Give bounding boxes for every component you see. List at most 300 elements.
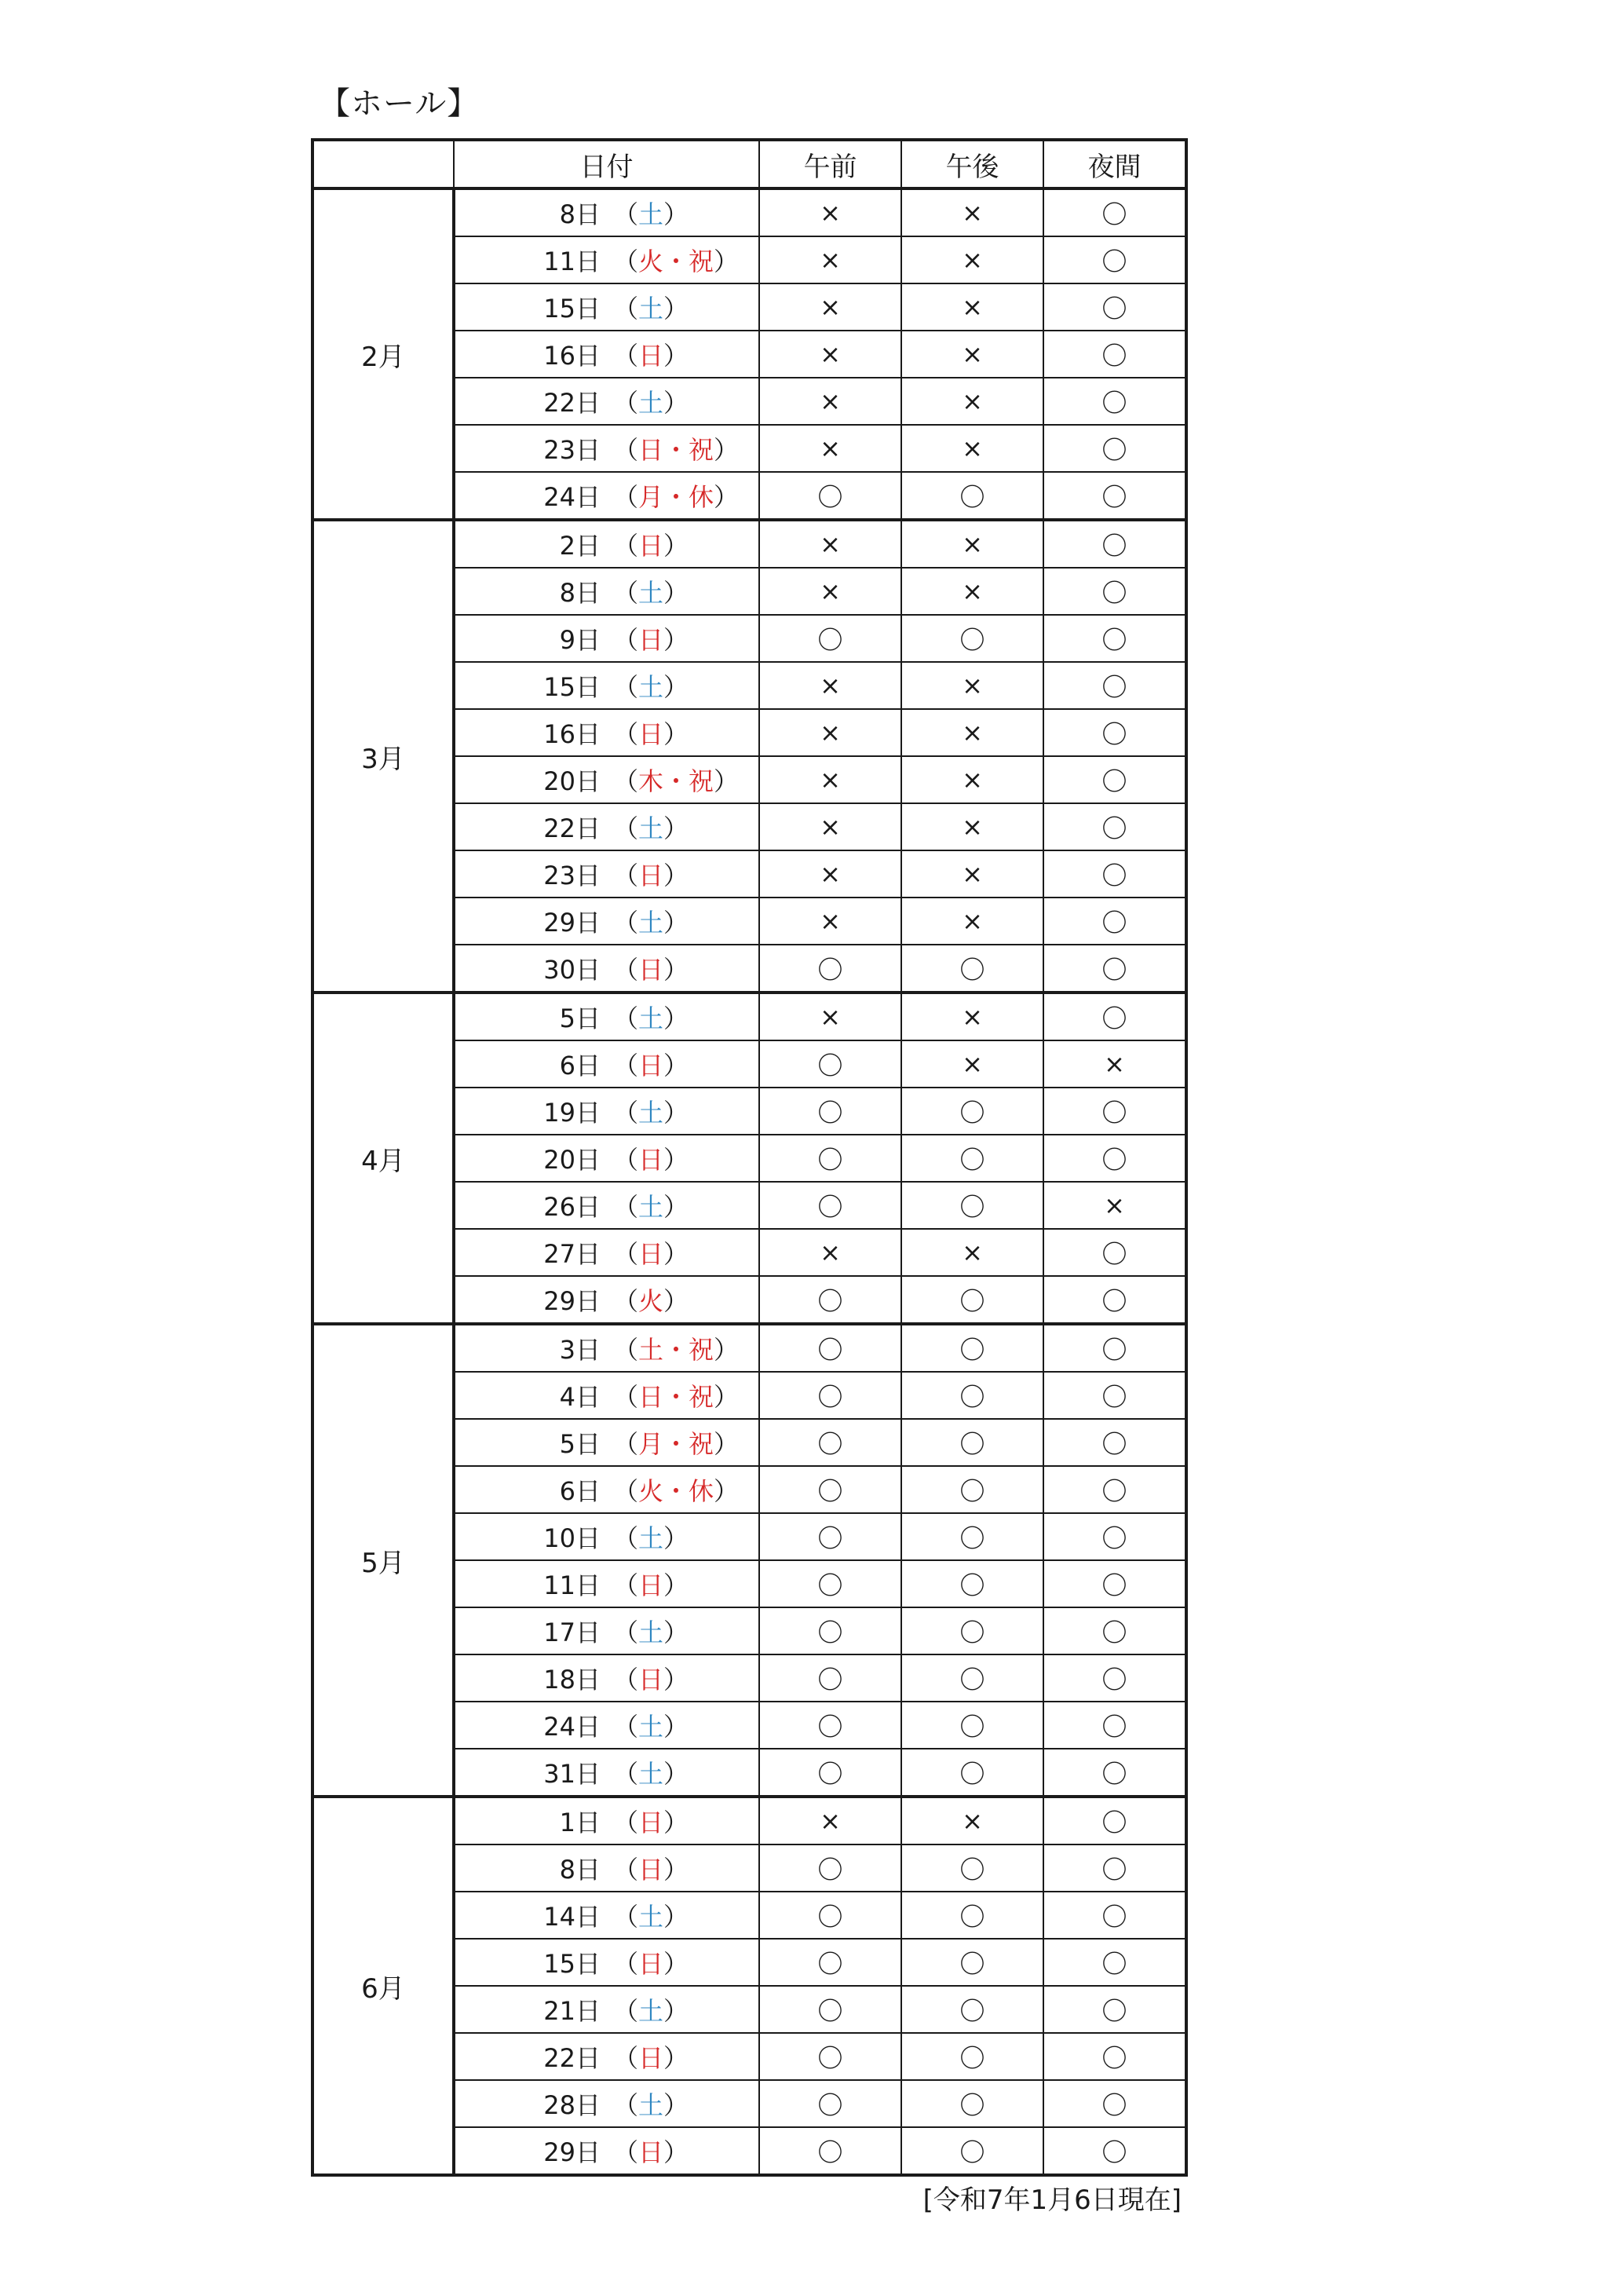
date-wrap — [455, 1749, 758, 1795]
weekday-holiday: 日 — [638, 1949, 664, 1979]
day-of-week — [601, 477, 739, 514]
night-status: 〇 — [1043, 1749, 1186, 1797]
morning-status: 〇 — [759, 1892, 901, 1939]
close-paren: ） — [663, 813, 689, 843]
close-paren: ） — [663, 2137, 689, 2167]
weekday-holiday: 木・祝 — [638, 766, 714, 796]
day-number: 17日 — [543, 1618, 601, 1647]
weekday-holiday: 日 — [638, 2043, 664, 2073]
day-number: 16日 — [543, 341, 601, 371]
weekday-holiday: 日 — [638, 1665, 664, 1695]
header-afternoon: 午後 — [901, 140, 1043, 188]
afternoon-status: × — [901, 1229, 1043, 1276]
table-header-row — [312, 140, 1186, 188]
day-number: 5日 — [559, 1429, 601, 1459]
month-label: 6月 — [312, 1797, 454, 2175]
close-paren: ） — [663, 1618, 689, 1647]
date-wrap — [455, 1798, 758, 1844]
date-wrap — [455, 2034, 758, 2079]
date-cell — [454, 236, 759, 283]
open-paren: （ — [613, 2137, 639, 2167]
open-paren: （ — [613, 1712, 639, 1742]
night-status: 〇 — [1043, 662, 1186, 709]
date-wrap — [455, 284, 758, 330]
header-corner — [312, 140, 454, 188]
morning-status: 〇 — [759, 2080, 901, 2127]
morning-status: × — [759, 709, 901, 756]
morning-status: 〇 — [759, 1560, 901, 1607]
day-number: 28日 — [543, 2090, 601, 2120]
day-of-week — [601, 1944, 689, 1980]
weekday-holiday: 日 — [638, 1570, 664, 1600]
weekday-saturday: 土 — [638, 388, 664, 418]
open-paren: （ — [613, 1429, 639, 1459]
close-paren: ） — [663, 1712, 689, 1742]
close-paren: ） — [663, 719, 689, 749]
day-number: 19日 — [543, 1098, 601, 1128]
weekday-holiday: 火・休 — [638, 1476, 714, 1506]
day-of-week — [601, 1897, 689, 1933]
day-of-week — [601, 1472, 739, 1508]
day-of-week — [601, 856, 689, 892]
open-paren: （ — [613, 531, 639, 561]
day-of-week — [601, 809, 689, 845]
day-of-week — [601, 1187, 689, 1223]
weekday-holiday: 日 — [638, 1051, 664, 1080]
date-cell — [454, 1892, 759, 1939]
night-status: 〇 — [1043, 568, 1186, 615]
date-cell — [454, 1182, 759, 1229]
date-cell — [454, 1654, 759, 1702]
morning-status: × — [759, 993, 901, 1040]
header-date: 日付 — [454, 140, 759, 188]
close-paren: ） — [663, 1192, 689, 1222]
date-cell — [454, 1088, 759, 1135]
close-paren: ） — [663, 2043, 689, 2073]
date-cell — [454, 1419, 759, 1466]
open-paren: （ — [613, 1855, 639, 1885]
weekday-holiday: 日 — [638, 1808, 664, 1837]
month-label: 5月 — [312, 1324, 454, 1797]
afternoon-status: 〇 — [901, 1986, 1043, 2033]
morning-status: 〇 — [759, 1040, 901, 1088]
date-wrap — [455, 1325, 758, 1371]
close-paren: ） — [663, 388, 689, 418]
night-status: 〇 — [1043, 1702, 1186, 1749]
weekday-holiday: 日 — [638, 341, 664, 371]
day-number: 24日 — [543, 482, 601, 512]
close-paren: ） — [663, 861, 689, 890]
afternoon-status: 〇 — [901, 1513, 1043, 1560]
morning-status: × — [759, 236, 901, 283]
afternoon-status: × — [901, 850, 1043, 898]
date-wrap — [455, 1135, 758, 1181]
open-paren: （ — [613, 1665, 639, 1695]
night-status: × — [1043, 1182, 1186, 1229]
close-paren: ） — [663, 1523, 689, 1553]
close-paren: ） — [663, 1996, 689, 2026]
date-cell — [454, 709, 759, 756]
night-status: 〇 — [1043, 331, 1186, 378]
close-paren: ） — [663, 955, 689, 985]
day-number: 5日 — [559, 1004, 601, 1033]
day-of-week — [601, 1234, 689, 1270]
morning-status: 〇 — [759, 1372, 901, 1419]
morning-status: 〇 — [759, 1749, 901, 1797]
date-wrap — [455, 898, 758, 944]
weekday-holiday: 日 — [638, 861, 664, 890]
date-cell — [454, 520, 759, 568]
weekday-saturday: 土 — [638, 1712, 664, 1742]
morning-status: × — [759, 331, 901, 378]
weekday-saturday: 土 — [638, 294, 664, 324]
date-cell — [454, 945, 759, 993]
close-paren: ） — [663, 1051, 689, 1080]
weekday-holiday: 日 — [638, 1239, 664, 1269]
header-morning: 午前 — [759, 140, 901, 188]
afternoon-status: 〇 — [901, 1419, 1043, 1466]
date-wrap — [455, 2128, 758, 2174]
date-cell — [454, 1229, 759, 1276]
table-body — [312, 188, 1186, 2175]
day-number: 24日 — [543, 1712, 601, 1742]
weekday-saturday: 土 — [638, 1902, 664, 1932]
afternoon-status: 〇 — [901, 1560, 1043, 1607]
close-paren: ） — [663, 625, 689, 655]
night-status: 〇 — [1043, 1466, 1186, 1513]
date-cell — [454, 283, 759, 331]
afternoon-status: 〇 — [901, 615, 1043, 662]
close-paren: ） — [663, 294, 689, 324]
close-paren: ） — [663, 908, 689, 938]
afternoon-status: 〇 — [901, 1844, 1043, 1892]
close-paren: ） — [714, 1429, 740, 1459]
night-status: 〇 — [1043, 1797, 1186, 1844]
open-paren: （ — [613, 625, 639, 655]
day-number: 29日 — [543, 2137, 601, 2167]
morning-status: 〇 — [759, 1844, 901, 1892]
day-of-week — [601, 999, 689, 1035]
day-number: 14日 — [543, 1902, 601, 1932]
day-number: 20日 — [543, 1145, 601, 1175]
date-wrap — [455, 757, 758, 803]
night-status: 〇 — [1043, 1229, 1186, 1276]
date-wrap — [455, 1230, 758, 1275]
weekday-saturday: 土 — [638, 1004, 664, 1033]
afternoon-status: × — [901, 520, 1043, 568]
day-of-week — [601, 762, 739, 798]
close-paren: ） — [663, 1098, 689, 1128]
night-status: 〇 — [1043, 850, 1186, 898]
night-status: 〇 — [1043, 1560, 1186, 1607]
close-paren: ） — [663, 1570, 689, 1600]
day-number: 22日 — [543, 2043, 601, 2073]
open-paren: （ — [613, 2043, 639, 2073]
afternoon-status: 〇 — [901, 2080, 1043, 2127]
date-cell — [454, 1466, 759, 1513]
weekday-saturday: 土 — [638, 199, 664, 229]
weekday-holiday: 日・祝 — [638, 435, 714, 465]
afternoon-status: 〇 — [901, 1135, 1043, 1182]
weekday-saturday: 土 — [638, 1098, 664, 1128]
day-number: 15日 — [543, 1949, 601, 1979]
close-paren: ） — [714, 1335, 740, 1365]
afternoon-status: 〇 — [901, 1607, 1043, 1654]
date-cell — [454, 756, 759, 803]
month-label: 3月 — [312, 520, 454, 993]
day-number: 8日 — [559, 1855, 601, 1885]
date-wrap — [455, 1561, 758, 1607]
availability-table — [311, 138, 1188, 2177]
day-of-week — [601, 1566, 689, 1602]
open-paren: （ — [613, 1239, 639, 1269]
day-of-week — [601, 430, 739, 466]
date-cell — [454, 2033, 759, 2080]
close-paren: ） — [663, 341, 689, 371]
afternoon-status: 〇 — [901, 1749, 1043, 1797]
afternoon-status: × — [901, 1797, 1043, 1844]
night-status: 〇 — [1043, 1513, 1186, 1560]
date-wrap — [455, 473, 758, 518]
day-of-week — [601, 1330, 739, 1366]
date-wrap — [455, 237, 758, 283]
open-paren: （ — [613, 908, 639, 938]
night-status: 〇 — [1043, 709, 1186, 756]
as-of-date: [令和7年1月6日現在] — [922, 2184, 1182, 2216]
day-of-week — [601, 1660, 689, 1696]
weekday-saturday: 土 — [638, 672, 664, 702]
day-of-week — [601, 903, 689, 939]
night-status: 〇 — [1043, 2127, 1186, 2175]
day-of-week — [601, 383, 689, 419]
date-cell — [454, 1844, 759, 1892]
day-of-week — [601, 1754, 689, 1790]
afternoon-status: × — [901, 568, 1043, 615]
afternoon-status: × — [901, 283, 1043, 331]
day-number: 4日 — [559, 1382, 601, 1412]
night-status: 〇 — [1043, 520, 1186, 568]
afternoon-status: × — [901, 331, 1043, 378]
weekday-holiday: 土・祝 — [638, 1335, 714, 1365]
date-cell — [454, 2127, 759, 2175]
morning-status: × — [759, 898, 901, 945]
close-paren: ） — [714, 766, 740, 796]
morning-status: 〇 — [759, 1513, 901, 1560]
open-paren: （ — [613, 2090, 639, 2120]
open-paren: （ — [613, 672, 639, 702]
day-number: 1日 — [559, 1808, 601, 1837]
afternoon-status: 〇 — [901, 1702, 1043, 1749]
night-status: 〇 — [1043, 1654, 1186, 1702]
open-paren: （ — [613, 247, 639, 276]
close-paren: ） — [663, 1239, 689, 1269]
date-cell — [454, 803, 759, 850]
day-of-week — [601, 1850, 689, 1886]
close-paren: ） — [663, 578, 689, 608]
weekday-saturday: 土 — [638, 1759, 664, 1789]
date-cell — [454, 1986, 759, 2033]
close-paren: ） — [663, 1949, 689, 1979]
afternoon-status: × — [901, 993, 1043, 1040]
date-wrap — [455, 331, 758, 377]
night-status: 〇 — [1043, 1324, 1186, 1372]
afternoon-status: 〇 — [901, 1276, 1043, 1324]
close-paren: ） — [714, 482, 740, 512]
month-label: 4月 — [312, 993, 454, 1324]
open-paren: （ — [613, 199, 639, 229]
morning-status: × — [759, 850, 901, 898]
morning-status: × — [759, 1229, 901, 1276]
day-of-week — [601, 1424, 739, 1461]
date-cell — [454, 1702, 759, 1749]
day-of-week — [601, 715, 689, 751]
open-paren: （ — [613, 719, 639, 749]
open-paren: （ — [613, 1051, 639, 1080]
day-number: 15日 — [543, 672, 601, 702]
day-number: 2日 — [559, 531, 601, 561]
open-paren: （ — [613, 1523, 639, 1553]
weekday-holiday: 日 — [638, 531, 664, 561]
open-paren: （ — [613, 1192, 639, 1222]
close-paren: ） — [663, 1665, 689, 1695]
day-of-week — [601, 195, 689, 231]
day-number: 29日 — [543, 1286, 601, 1316]
morning-status: 〇 — [759, 472, 901, 520]
date-cell — [454, 568, 759, 615]
date-wrap — [455, 2081, 758, 2126]
weekday-holiday: 火 — [638, 1286, 664, 1316]
morning-status: 〇 — [759, 2127, 901, 2175]
date-wrap — [455, 1702, 758, 1748]
afternoon-status: 〇 — [901, 1466, 1043, 1513]
weekday-saturday: 土 — [638, 908, 664, 938]
open-paren: （ — [613, 435, 639, 465]
night-status: 〇 — [1043, 1939, 1186, 1986]
day-of-week — [601, 2133, 689, 2169]
date-wrap — [455, 1088, 758, 1134]
day-number: 8日 — [559, 199, 601, 229]
day-number: 29日 — [543, 908, 601, 938]
weekday-saturday: 土 — [638, 1523, 664, 1553]
afternoon-status: 〇 — [901, 1939, 1043, 1986]
day-of-week — [601, 1613, 689, 1649]
weekday-saturday: 土 — [638, 1618, 664, 1647]
weekday-holiday: 日・祝 — [638, 1382, 714, 1412]
morning-status: × — [759, 425, 901, 472]
close-paren: ） — [714, 247, 740, 276]
day-of-week — [601, 2086, 689, 2122]
open-paren: （ — [613, 1286, 639, 1316]
open-paren: （ — [613, 482, 639, 512]
night-status: × — [1043, 1040, 1186, 1088]
night-status: 〇 — [1043, 945, 1186, 993]
weekday-holiday: 日 — [638, 1855, 664, 1885]
date-wrap — [455, 521, 758, 567]
date-wrap — [455, 710, 758, 755]
weekday-saturday: 土 — [638, 1996, 664, 2026]
night-status: 〇 — [1043, 236, 1186, 283]
date-wrap — [455, 616, 758, 661]
close-paren: ） — [663, 1902, 689, 1932]
date-wrap — [455, 426, 758, 471]
day-number: 9日 — [559, 625, 601, 655]
night-status: 〇 — [1043, 993, 1186, 1040]
night-status: 〇 — [1043, 756, 1186, 803]
date-cell — [454, 1939, 759, 1986]
date-wrap — [455, 190, 758, 236]
morning-status: × — [759, 520, 901, 568]
date-cell — [454, 850, 759, 898]
date-cell — [454, 1513, 759, 1560]
open-paren: （ — [613, 1759, 639, 1789]
day-number: 3日 — [559, 1335, 601, 1365]
morning-status: × — [759, 378, 901, 425]
night-status: 〇 — [1043, 1372, 1186, 1419]
table-row — [312, 993, 1186, 1040]
open-paren: （ — [613, 813, 639, 843]
day-of-week — [601, 289, 689, 325]
day-number: 31日 — [543, 1759, 601, 1789]
day-of-week — [601, 1707, 689, 1743]
day-number: 8日 — [559, 578, 601, 608]
date-cell — [454, 993, 759, 1040]
header-night: 夜間 — [1043, 140, 1186, 188]
afternoon-status: 〇 — [901, 1654, 1043, 1702]
close-paren: ） — [663, 1808, 689, 1837]
morning-status: 〇 — [759, 1607, 901, 1654]
open-paren: （ — [613, 1996, 639, 2026]
close-paren: ） — [663, 1004, 689, 1033]
open-paren: （ — [613, 578, 639, 608]
date-wrap — [455, 569, 758, 614]
open-paren: （ — [613, 294, 639, 324]
open-paren: （ — [613, 1098, 639, 1128]
day-of-week — [601, 2038, 689, 2075]
afternoon-status: 〇 — [901, 1182, 1043, 1229]
afternoon-status: 〇 — [901, 1324, 1043, 1372]
morning-status: 〇 — [759, 945, 901, 993]
day-number: 26日 — [543, 1192, 601, 1222]
afternoon-status: × — [901, 756, 1043, 803]
day-number: 23日 — [543, 861, 601, 890]
close-paren: ） — [663, 672, 689, 702]
open-paren: （ — [613, 1902, 639, 1932]
night-status: 〇 — [1043, 425, 1186, 472]
date-cell — [454, 188, 759, 236]
afternoon-status: × — [901, 378, 1043, 425]
date-wrap — [455, 1420, 758, 1465]
day-number: 20日 — [543, 766, 601, 796]
afternoon-status: 〇 — [901, 2033, 1043, 2080]
date-cell — [454, 898, 759, 945]
afternoon-status: × — [901, 425, 1043, 472]
morning-status: × — [759, 188, 901, 236]
date-cell — [454, 1797, 759, 1844]
date-cell — [454, 331, 759, 378]
afternoon-status: × — [901, 662, 1043, 709]
date-wrap — [455, 994, 758, 1040]
day-of-week — [601, 667, 689, 704]
day-number: 16日 — [543, 719, 601, 749]
weekday-holiday: 日 — [638, 719, 664, 749]
weekday-holiday: 月・祝 — [638, 1429, 714, 1459]
day-of-week — [601, 573, 689, 609]
night-status: 〇 — [1043, 1607, 1186, 1654]
night-status: 〇 — [1043, 1844, 1186, 1892]
close-paren: ） — [714, 1476, 740, 1506]
afternoon-status: × — [901, 803, 1043, 850]
date-wrap — [455, 1183, 758, 1228]
